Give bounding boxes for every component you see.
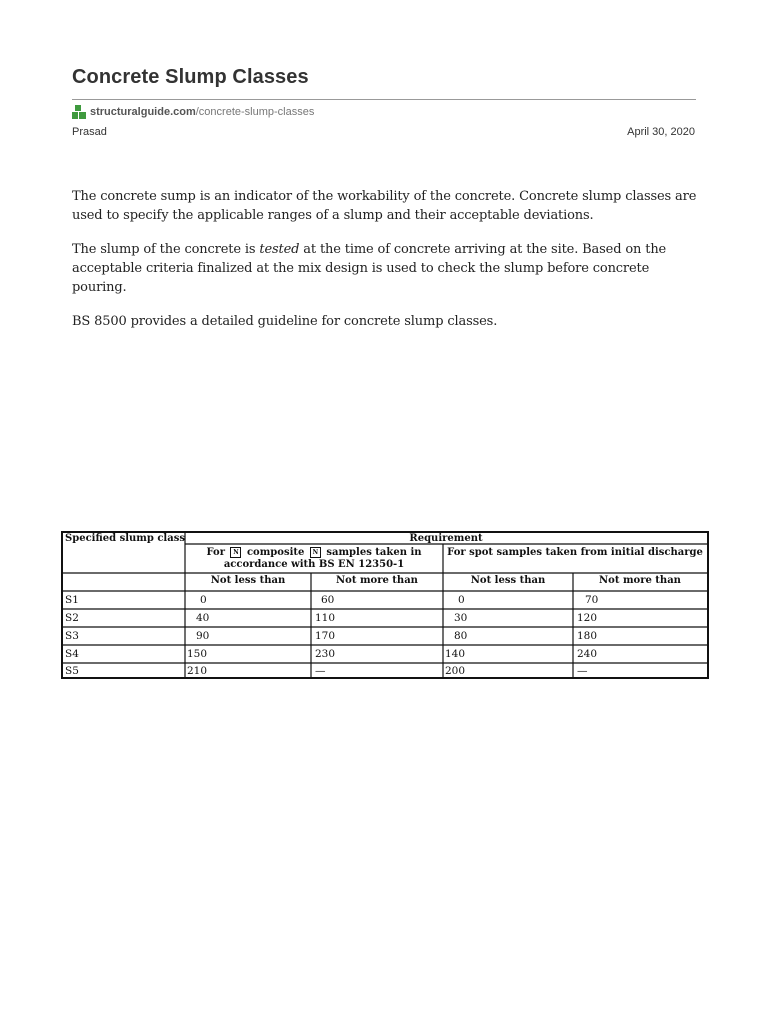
row-class-cell: S5 [65,665,79,677]
row-class-cell: S2 [65,612,79,624]
n-marker-icon: N [310,547,321,558]
row-composite-min-cell: 150 [187,648,208,660]
row-spot-max-cell: 120 [577,612,598,624]
paragraph-bs8500: BS 8500 provides a detailed guideline for concrete slump classes. [72,314,498,329]
row-spot-min-cell: 200 [445,665,466,677]
row-spot-min-cell: 140 [445,648,466,660]
header-slump-class: Specified slump class [65,533,185,544]
row-composite-min-cell: 0 [200,594,207,606]
author-name: Prasad [72,126,107,138]
paragraph-intro: The concrete sump is an indicator of the workability of the concrete. Concrete slump classes are used to specify the applicable ranges of a slump and their acceptable deviations. [72,189,697,223]
row-composite-min-cell: 210 [187,665,208,677]
source-domain: structuralguide.com [90,106,196,118]
row-class-cell: S4 [65,648,79,660]
row-composite-min-cell: 90 [196,630,210,642]
header-spot-samples: For spot samples taken from initial discharge [447,547,703,558]
subheader-composite-max: Not more than [336,575,418,586]
row-composite-min-cell: 40 [196,612,210,624]
row-composite-max-cell: 170 [315,630,336,642]
row-spot-max-cell: — [577,665,588,677]
row-spot-min-cell: 0 [458,594,465,606]
header-requirement: Requirement [409,533,483,544]
row-composite-max-cell: 230 [315,648,336,660]
row-spot-max-cell: 180 [577,630,598,642]
slump-class-table [61,531,709,679]
source-path: /concrete-slump-classes [195,106,315,118]
row-composite-max-cell: — [315,665,326,677]
subheader-spot-max: Not more than [599,575,681,586]
row-spot-max-cell: 240 [577,648,598,660]
row-class-cell: S1 [65,594,79,606]
n-marker-icon: N [230,547,241,558]
emphasis-tested: tested [259,242,300,257]
publish-date: April 30, 2020 [627,126,695,138]
row-spot-max-cell: 70 [585,594,599,606]
structuralguide-logo-icon [72,105,86,119]
article-title: Concrete Slump Classes [72,66,309,88]
row-class-cell: S3 [65,630,79,642]
title-divider [72,99,696,100]
header-composite-line2: accordance with BS EN 12350-1 [223,559,405,570]
row-composite-max-cell: 110 [315,612,336,624]
header-composite-samples: For N composite N samples taken in [206,547,422,558]
subheader-spot-min: Not less than [470,575,546,586]
source-link[interactable] [72,104,314,120]
row-spot-min-cell: 80 [454,630,468,642]
row-spot-min-cell: 30 [454,612,468,624]
row-composite-max-cell: 60 [321,594,335,606]
paragraph-testing: The slump of the concrete is tested at the time of concrete arriving at the site. Based on the acceptable criteria finalized at the mix design is used to check the slump before concrete pouring. [72,242,667,295]
subheader-composite-min: Not less than [210,575,286,586]
